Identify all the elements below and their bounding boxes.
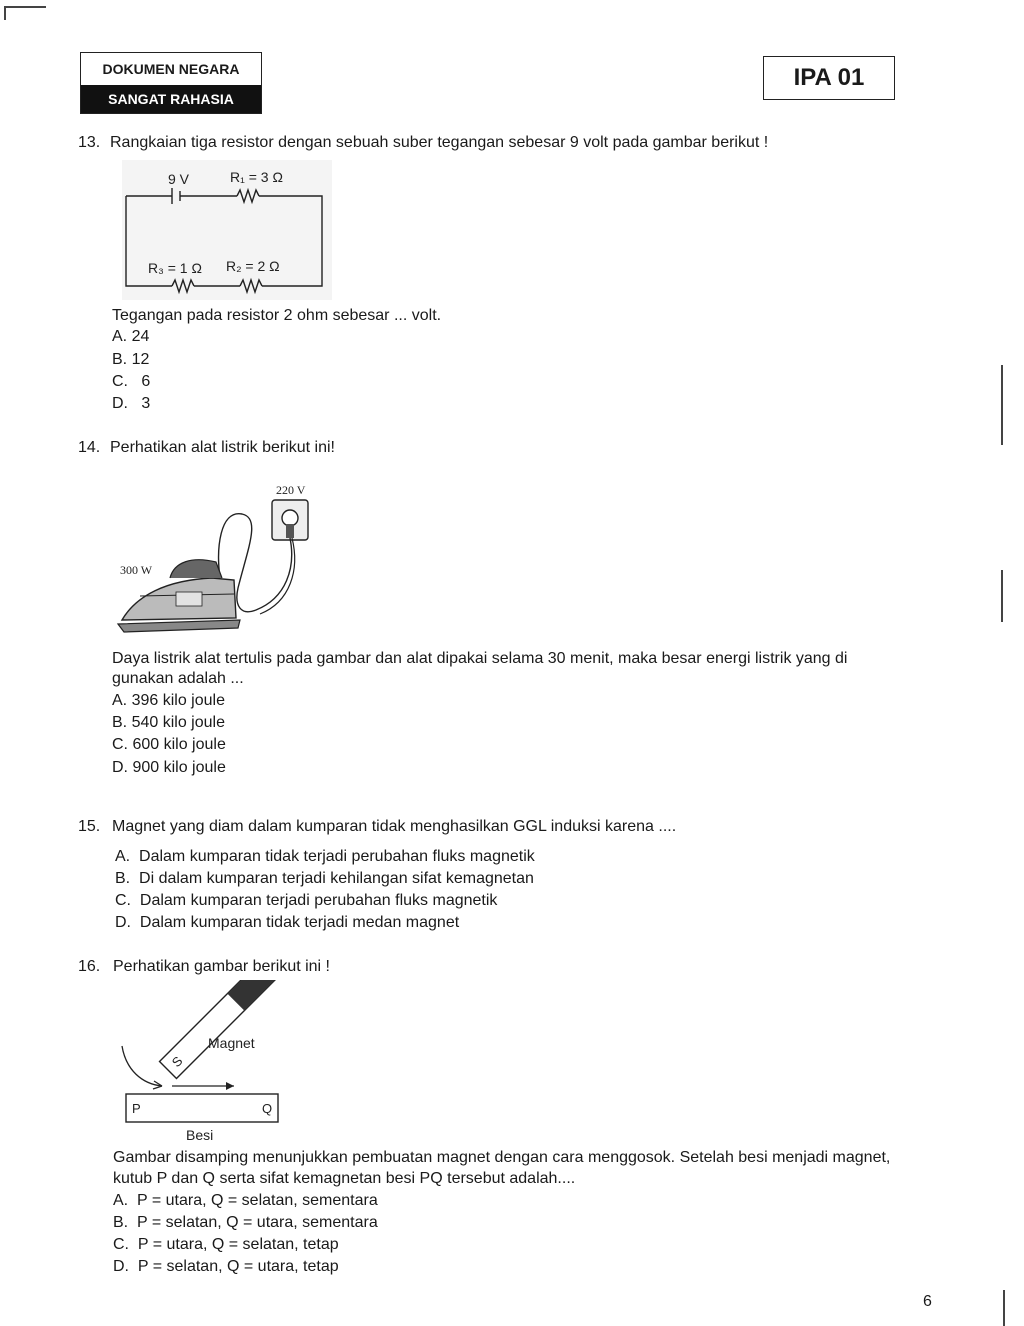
answer-option: A. Dalam kumparan tidak terjadi perubahan fluks magnetik — [115, 848, 535, 865]
answer-option: C. 600 kilo joule — [112, 736, 226, 753]
scan-edge-mark — [1001, 365, 1003, 445]
electric-iron-figure — [116, 478, 322, 638]
magnet-label: Magnet — [208, 1035, 255, 1051]
answer-option: A. 396 kilo joule — [112, 692, 225, 709]
question-number: 16. — [78, 958, 101, 975]
classification-label: SANGAT RAHASIA — [81, 85, 261, 113]
magnet-rubbing-figure — [112, 980, 284, 1146]
answer-option: B. 12 — [112, 351, 150, 368]
question-text: Magnet yang diam dalam kumparan tidak menghasilkan GGL induksi karena .... — [112, 818, 677, 835]
answer-option: D. 3 — [112, 395, 151, 412]
answer-option: C. 6 — [112, 373, 151, 390]
voltage-label: 220 V — [276, 483, 306, 497]
question-text: Rangkaian tiga resistor dengan sebuah suber tegangan sebesar 9 volt pada gambar berikut ! — [110, 134, 769, 151]
end-q-label: Q — [262, 1101, 273, 1116]
answer-option: B. Di dalam kumparan terjadi kehilangan sifat kemagnetan — [115, 870, 534, 887]
question-prompt: kutub P dan Q serta sifat kemagnetan besi PQ tersebut adalah.... — [113, 1170, 576, 1187]
answer-option: B. 540 kilo joule — [112, 714, 225, 731]
source-label: 9 V — [168, 171, 190, 187]
document-type-label: DOKUMEN NEGARA — [102, 61, 240, 77]
answer-option: B. P = selatan, Q = utara, sementara — [113, 1214, 378, 1231]
question-prompt: Daya listrik alat tertulis pada gambar dan alat dipakai selama 30 menit, maka besar energi listrik yang di — [112, 650, 848, 667]
question-prompt: Gambar disamping menunjukkan pembuatan magnet dengan cara menggosok. Setelah besi menjadi magnet, — [113, 1149, 891, 1166]
scan-edge-mark — [1003, 1290, 1005, 1326]
circuit-diagram — [122, 160, 332, 300]
svg-text:S: S — [168, 1053, 186, 1070]
question-text: Perhatikan alat listrik berikut ini! — [110, 439, 335, 456]
r1-label: R₁ = 3 Ω — [230, 169, 283, 185]
answer-option: C. Dalam kumparan terjadi perubahan fluks magnetik — [115, 892, 498, 909]
answer-option: A. P = utara, Q = selatan, sementara — [113, 1192, 378, 1209]
answer-option: D. Dalam kumparan tidak terjadi medan magnet — [115, 914, 460, 931]
question-prompt: gunakan adalah ... — [112, 670, 244, 687]
scan-edge-mark — [1001, 570, 1003, 622]
question-number: 13. — [78, 134, 101, 151]
subject-code-box: IPA 01 — [763, 56, 895, 100]
answer-option: D. 900 kilo joule — [112, 759, 226, 776]
page-number: 6 — [923, 1293, 932, 1310]
question-prompt: Tegangan pada resistor 2 ohm sebesar ... volt. — [112, 307, 442, 324]
end-p-label: P — [132, 1101, 141, 1116]
answer-option: D. P = selatan, Q = utara, tetap — [113, 1258, 339, 1275]
scan-corner-mark — [4, 6, 46, 8]
question-number: 14. — [78, 439, 101, 456]
scan-corner-mark — [4, 6, 6, 20]
answer-option: A. 24 — [112, 328, 150, 345]
r2-label: R₂ = 2 Ω — [226, 258, 280, 274]
power-label: 300 W — [120, 563, 153, 577]
iron-label: Besi — [186, 1127, 214, 1143]
document-classification-box — [80, 52, 262, 114]
question-number: 15. — [78, 818, 101, 835]
r3-label: R₃ = 1 Ω — [148, 260, 202, 276]
question-text: Perhatikan gambar berikut ini ! — [113, 958, 330, 975]
answer-option: C. P = utara, Q = selatan, tetap — [113, 1236, 339, 1253]
